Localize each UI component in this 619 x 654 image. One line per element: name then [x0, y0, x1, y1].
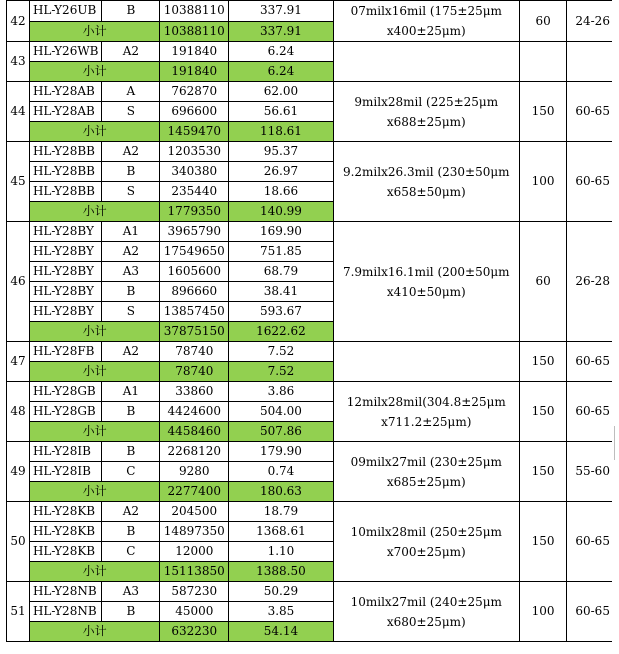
weight-cell[interactable]: 18.66: [229, 182, 333, 202]
model-cell[interactable]: HL-Y28BB: [29, 182, 102, 202]
model-cell[interactable]: HL-Y28GB: [29, 402, 102, 422]
weight-cell[interactable]: 6.24: [229, 42, 333, 62]
grade-cell[interactable]: A1: [102, 382, 160, 402]
subtotal-quantity-cell[interactable]: 15113850: [160, 562, 229, 582]
quantity-cell[interactable]: 3965790: [160, 222, 229, 242]
model-cell[interactable]: HL-Y28KB: [29, 502, 102, 522]
subtotal-weight-cell[interactable]: 1388.50: [229, 562, 333, 582]
model-cell[interactable]: HL-Y28BB: [29, 142, 102, 162]
table-row: [7, 1, 619, 22]
grade-cell[interactable]: A2: [102, 242, 160, 262]
quantity-cell[interactable]: 762870: [160, 82, 229, 102]
table-row: [7, 342, 619, 362]
subtotal-quantity-cell[interactable]: 37875150: [160, 322, 229, 342]
quantity-cell[interactable]: 587230: [160, 582, 229, 602]
quantity-cell[interactable]: 33860: [160, 382, 229, 402]
group-index-cell[interactable]: 46: [7, 222, 30, 342]
group-index-cell[interactable]: 49: [7, 442, 30, 502]
spec-cell[interactable]: 12milx28mil(304.8±25μm x711.2±25μm): [333, 382, 519, 442]
quantity-cell[interactable]: 78740: [160, 342, 229, 362]
subtotal-weight-cell[interactable]: 337.91: [229, 21, 333, 42]
model-cell[interactable]: HL-Y28BY: [29, 222, 102, 242]
group-index-cell[interactable]: 42: [7, 1, 30, 42]
package-qty-cell[interactable]: 60: [519, 1, 566, 42]
weight-cell[interactable]: 3.86: [229, 382, 333, 402]
group-index-cell[interactable]: 44: [7, 82, 30, 142]
quantity-cell[interactable]: 1605600: [160, 262, 229, 282]
weight-cell[interactable]: 1368.61: [229, 522, 333, 542]
subtotal-label[interactable]: 小计: [29, 422, 159, 442]
spec-cell[interactable]: [333, 342, 519, 382]
grade-cell[interactable]: B: [102, 162, 160, 182]
weight-cell[interactable]: 26.97: [229, 162, 333, 182]
model-cell[interactable]: HL-Y28AB: [29, 82, 102, 102]
subtotal-weight-cell[interactable]: 54.14: [229, 622, 333, 642]
grade-cell[interactable]: C: [102, 462, 160, 482]
model-cell[interactable]: HL-Y28KB: [29, 522, 102, 542]
grade-cell[interactable]: S: [102, 302, 160, 322]
subtotal-label[interactable]: 小计: [29, 202, 159, 222]
quantity-cell[interactable]: 204500: [160, 502, 229, 522]
spec-cell[interactable]: 10milx27mil (240±25μm x680±25μm): [333, 582, 519, 642]
package-qty-cell[interactable]: 60: [519, 222, 566, 342]
table-row: [7, 42, 619, 62]
subtotal-label[interactable]: 小计: [29, 362, 159, 382]
range-cell[interactable]: 60-65: [567, 142, 619, 222]
subtotal-quantity-cell[interactable]: 2277400: [160, 482, 229, 502]
package-qty-cell[interactable]: 150: [519, 442, 566, 502]
model-cell[interactable]: HL-Y28NB: [29, 602, 102, 622]
grade-cell[interactable]: A2: [102, 342, 160, 362]
subtotal-weight-cell[interactable]: 180.63: [229, 482, 333, 502]
package-qty-cell[interactable]: 150: [519, 502, 566, 582]
package-qty-cell[interactable]: 150: [519, 342, 566, 382]
model-cell[interactable]: HL-Y28BY: [29, 282, 102, 302]
grade-cell[interactable]: C: [102, 542, 160, 562]
spec-cell[interactable]: [333, 42, 519, 82]
range-cell[interactable]: 24-26: [567, 1, 619, 42]
spreadsheet-table: [6, 0, 619, 642]
table-row: [7, 82, 619, 102]
quantity-cell[interactable]: 9280: [160, 462, 229, 482]
quantity-cell[interactable]: 17549650: [160, 242, 229, 262]
grade-cell[interactable]: B: [102, 602, 160, 622]
quantity-cell[interactable]: 12000: [160, 542, 229, 562]
table-body: [7, 1, 619, 642]
quantity-cell[interactable]: 13857450: [160, 302, 229, 322]
spec-cell[interactable]: 9.2milx26.3mil (230±50μm x658±50μm): [333, 142, 519, 222]
package-qty-cell[interactable]: [519, 42, 566, 82]
weight-cell[interactable]: 7.52: [229, 342, 333, 362]
weight-cell[interactable]: 3.85: [229, 602, 333, 622]
quantity-cell[interactable]: 1203530: [160, 142, 229, 162]
weight-cell[interactable]: 95.37: [229, 142, 333, 162]
weight-cell[interactable]: 1.10: [229, 542, 333, 562]
table-row: [7, 382, 619, 402]
subtotal-label[interactable]: 小计: [29, 62, 159, 82]
range-cell[interactable]: 55-60: [567, 442, 619, 502]
quantity-cell[interactable]: 4424600: [160, 402, 229, 422]
weight-cell[interactable]: 56.61: [229, 102, 333, 122]
group-index-cell[interactable]: 50: [7, 502, 30, 582]
weight-cell[interactable]: 751.85: [229, 242, 333, 262]
weight-cell[interactable]: 504.00: [229, 402, 333, 422]
range-cell[interactable]: 26-28: [567, 222, 619, 342]
model-cell[interactable]: HL-Y26UB: [29, 1, 102, 22]
quantity-cell[interactable]: 896660: [160, 282, 229, 302]
table-row: [7, 502, 619, 522]
grade-cell[interactable]: B: [102, 522, 160, 542]
subtotal-quantity-cell[interactable]: 1459470: [160, 122, 229, 142]
group-index-cell[interactable]: 51: [7, 582, 30, 642]
quantity-cell[interactable]: 191840: [160, 42, 229, 62]
subtotal-weight-cell[interactable]: 7.52: [229, 362, 333, 382]
model-cell[interactable]: HL-Y28BB: [29, 162, 102, 182]
subtotal-weight-cell[interactable]: 140.99: [229, 202, 333, 222]
model-cell[interactable]: HL-Y28IB: [29, 442, 102, 462]
range-cell[interactable]: 60-65: [567, 582, 619, 642]
weight-cell[interactable]: 38.41: [229, 282, 333, 302]
range-cell[interactable]: 60-65: [567, 382, 619, 442]
spec-cell[interactable]: 9milx28mil (225±25μm x688±25μm): [333, 82, 519, 142]
grade-cell[interactable]: A3: [102, 582, 160, 602]
subtotal-quantity-cell[interactable]: 10388110: [160, 21, 229, 42]
model-cell[interactable]: HL-Y28NB: [29, 582, 102, 602]
subtotal-label[interactable]: 小计: [29, 482, 159, 502]
weight-cell[interactable]: 179.90: [229, 442, 333, 462]
weight-cell[interactable]: 0.74: [229, 462, 333, 482]
spec-cell[interactable]: 7.9milx16.1mil (200±50μm x410±50μm): [333, 222, 519, 342]
group-index-cell[interactable]: 45: [7, 142, 30, 222]
quantity-cell[interactable]: 235440: [160, 182, 229, 202]
weight-cell[interactable]: 50.29: [229, 582, 333, 602]
quantity-cell[interactable]: 696600: [160, 102, 229, 122]
subtotal-label[interactable]: 小计: [29, 562, 159, 582]
model-cell[interactable]: HL-Y28BY: [29, 302, 102, 322]
subtotal-weight-cell[interactable]: 507.86: [229, 422, 333, 442]
subtotal-quantity-cell[interactable]: 4458460: [160, 422, 229, 442]
range-cell[interactable]: 60-65: [567, 502, 619, 582]
grade-cell[interactable]: B: [102, 442, 160, 462]
range-cell[interactable]: 60-65: [567, 342, 619, 382]
sheet-edge: [612, 0, 619, 654]
group-index-cell[interactable]: 48: [7, 382, 30, 442]
quantity-cell[interactable]: 340380: [160, 162, 229, 182]
weight-cell[interactable]: 18.79: [229, 502, 333, 522]
package-qty-cell[interactable]: 100: [519, 582, 566, 642]
group-index-cell[interactable]: 43: [7, 42, 30, 82]
weight-cell[interactable]: 62.00: [229, 82, 333, 102]
model-cell[interactable]: HL-Y28KB: [29, 542, 102, 562]
weight-cell[interactable]: 337.91: [229, 1, 333, 22]
subtotal-quantity-cell[interactable]: 1779350: [160, 202, 229, 222]
subtotal-weight-cell[interactable]: 1622.62: [229, 322, 333, 342]
model-cell[interactable]: HL-Y28BY: [29, 262, 102, 282]
grade-cell[interactable]: A1: [102, 222, 160, 242]
table-row: [7, 582, 619, 602]
grade-cell[interactable]: A2: [102, 502, 160, 522]
spec-cell[interactable]: 07milx16mil (175±25μm x400±25μm): [333, 1, 519, 42]
spec-cell[interactable]: 09milx27mil (230±25μm x685±25μm): [333, 442, 519, 502]
weight-cell[interactable]: 593.67: [229, 302, 333, 322]
grade-cell[interactable]: B: [102, 282, 160, 302]
subtotal-weight-cell[interactable]: 6.24: [229, 62, 333, 82]
model-cell[interactable]: HL-Y26WB: [29, 42, 102, 62]
quantity-cell[interactable]: 14897350: [160, 522, 229, 542]
package-qty-cell[interactable]: 150: [519, 382, 566, 442]
model-cell[interactable]: HL-Y28GB: [29, 382, 102, 402]
grade-cell[interactable]: A: [102, 82, 160, 102]
table-row: [7, 222, 619, 242]
grade-cell[interactable]: A2: [102, 42, 160, 62]
table-row: [7, 442, 619, 462]
range-cell[interactable]: 60-65: [567, 82, 619, 142]
group-index-cell[interactable]: 47: [7, 342, 30, 382]
quantity-cell[interactable]: 45000: [160, 602, 229, 622]
subtotal-label[interactable]: 小计: [29, 21, 159, 42]
subtotal-quantity-cell[interactable]: 78740: [160, 362, 229, 382]
package-qty-cell[interactable]: 150: [519, 82, 566, 142]
quantity-cell[interactable]: 2268120: [160, 442, 229, 462]
grade-cell[interactable]: A2: [102, 142, 160, 162]
model-cell[interactable]: HL-Y28BY: [29, 242, 102, 262]
model-cell[interactable]: HL-Y28FB: [29, 342, 102, 362]
weight-cell[interactable]: 169.90: [229, 222, 333, 242]
subtotal-label[interactable]: 小计: [29, 322, 159, 342]
grade-cell[interactable]: S: [102, 182, 160, 202]
subtotal-quantity-cell[interactable]: 191840: [160, 62, 229, 82]
model-cell[interactable]: HL-Y28AB: [29, 102, 102, 122]
grade-cell[interactable]: B: [102, 1, 160, 22]
range-cell[interactable]: [567, 42, 619, 82]
package-qty-cell[interactable]: 100: [519, 142, 566, 222]
scroll-tick: [614, 426, 615, 460]
table-row: [7, 142, 619, 162]
weight-cell[interactable]: 68.79: [229, 262, 333, 282]
subtotal-weight-cell[interactable]: 118.61: [229, 122, 333, 142]
subtotal-label[interactable]: 小计: [29, 122, 159, 142]
grade-cell[interactable]: B: [102, 402, 160, 422]
grade-cell[interactable]: S: [102, 102, 160, 122]
grade-cell[interactable]: A3: [102, 262, 160, 282]
model-cell[interactable]: HL-Y28IB: [29, 462, 102, 482]
quantity-cell[interactable]: 10388110: [160, 1, 229, 22]
subtotal-label[interactable]: 小计: [29, 622, 159, 642]
subtotal-quantity-cell[interactable]: 632230: [160, 622, 229, 642]
spec-cell[interactable]: 10milx28mil (250±25μm x700±25μm): [333, 502, 519, 582]
